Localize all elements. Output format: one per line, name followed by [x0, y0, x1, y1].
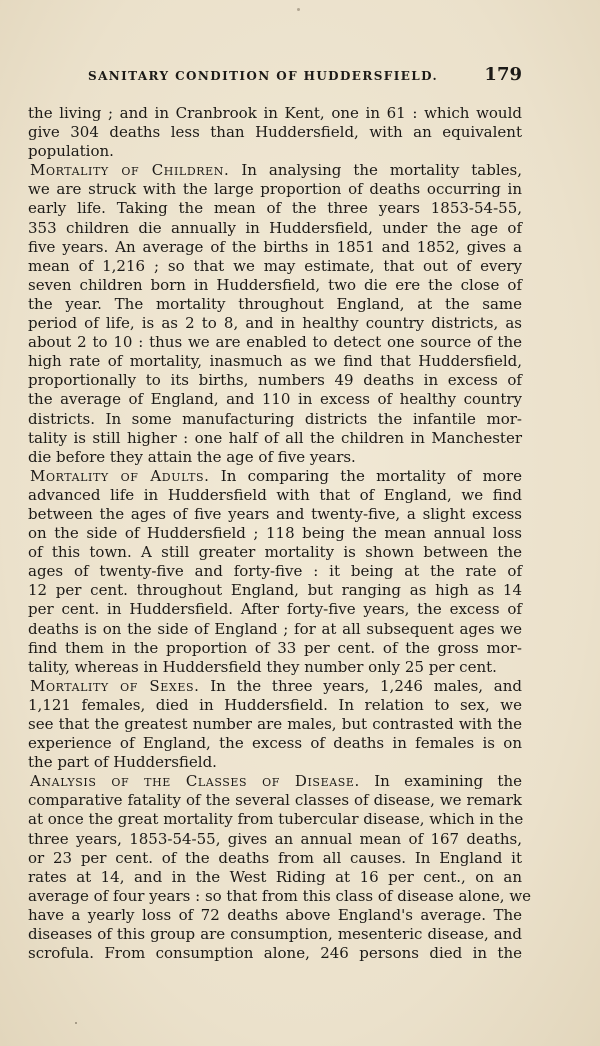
- text-line: see that the greatest number are males, but contrasted with the: [28, 715, 522, 733]
- text-line: tality is still higher : one half of all the children in Manchester: [28, 428, 522, 447]
- text-line: tality, whereas in Huddersfield they number only 25 per cent.: [28, 657, 497, 676]
- text-line: 353 children die annually in Huddersfield, under the age of: [28, 218, 522, 237]
- text-line: mean of 1,216 ; so that we may estimate, that out of every: [28, 256, 522, 275]
- text-line: experience of England, the excess of deaths in females is on: [28, 734, 522, 753]
- page-number: 179: [484, 64, 522, 85]
- text-line: or 23 per cent. of the deaths from all causes. In England it: [28, 848, 522, 867]
- text-line: about 2 to 10 : thus we are enabled to detect one source of the: [28, 333, 522, 352]
- paper-speck: [75, 1022, 77, 1024]
- text-line: the part of Huddersfield.: [28, 753, 217, 772]
- text-line: between the ages of five years and twenty-five, a slight excess: [28, 504, 522, 523]
- text-line: period of life, is as 2 to 8, and in healthy country districts, as: [28, 314, 522, 333]
- text-line: seven children born in Huddersfield, two die ere the close of: [28, 275, 522, 294]
- paragraph-first-line: [28, 467, 522, 486]
- text-line: ages of twenty-five and forty-five : it being at the rate of: [28, 562, 522, 581]
- section-heading: Mortality of Children.: [30, 161, 230, 180]
- section-heading: Analysis of the Classes of Disease.: [30, 772, 360, 791]
- text-line: average of four years : so that from this class of disease alone, we: [28, 886, 532, 905]
- text-line: advanced life in Huddersfield with that of England, we find: [28, 485, 522, 504]
- paper-speck: [297, 8, 300, 11]
- text-run: In analysing the mortality tables,: [229, 161, 522, 180]
- text-line: population.: [28, 142, 114, 161]
- body-text: [28, 104, 532, 963]
- text-line: at once the great mortality from tubercular disease, which in the: [28, 810, 524, 829]
- section-heading: Mortality of Sexes.: [30, 676, 200, 695]
- paragraph-first-line: [28, 677, 522, 696]
- text-line: rates at 14, and in the West Riding at 16 per cent., on an: [28, 867, 522, 886]
- text-line: die before they attain the age of five years.: [28, 447, 356, 466]
- text-line: proportionally to its births, numbers 49 deaths in excess of: [28, 371, 522, 390]
- text-line: per cent. in Huddersfield. After forty-five years, the excess of: [28, 600, 522, 619]
- text-line: the year. The mortality throughout England, at the same: [28, 294, 522, 313]
- text-line: three years, 1853-54-55, gives an annual mean of 167 deaths,: [28, 829, 522, 848]
- text-line: of this town. A still greater mortality is shown between the: [28, 543, 522, 562]
- text-line: the average of England, and 110 in excess of healthy country: [28, 390, 522, 409]
- text-line: districts. In some manufacturing districts the infantile mor-: [28, 409, 522, 428]
- text-line: diseases of this group are consumption, mesenteric disease, and: [28, 925, 522, 944]
- page-header: [30, 64, 522, 88]
- text-line: comparative fatality of the several classes of disease, we remark: [28, 791, 522, 810]
- text-line: scrofula. From consumption alone, 246 persons died in the: [28, 944, 522, 963]
- running-head: SANITARY CONDITION OF HUDDERSFIELD.: [88, 69, 439, 83]
- text-run: In comparing the mortality of more: [209, 466, 522, 485]
- text-line: 12 per cent. throughout England, but ranging as high as 14: [28, 581, 522, 600]
- text-line: five years. An average of the births in 1851 and 1852, gives a: [28, 237, 522, 256]
- text-line: early life. Taking the mean of the three years 1853-54-55,: [28, 199, 522, 218]
- text-line: give 304 deaths less than Huddersfield, with an equivalent: [28, 123, 522, 142]
- text-line: we are struck with the large proportion of deaths occurring in: [28, 180, 522, 199]
- text-line: have a yearly loss of 72 deaths above England's average. The: [28, 905, 522, 924]
- paragraph-first-line: [28, 772, 522, 791]
- text-line: the living ; and in Cranbrook in Kent, one in 61 : which would: [28, 104, 522, 122]
- text-line: 1,121 females, died in Huddersfield. In relation to sex, we: [28, 695, 522, 714]
- text-line: deaths is on the side of England ; for at all subsequent ages we: [28, 619, 522, 638]
- section-heading: Mortality of Adults.: [30, 466, 210, 485]
- text-run: In examining the: [359, 772, 522, 791]
- text-line: on the side of Huddersfield ; 118 being the mean annual loss: [28, 524, 522, 543]
- text-line: find them in the proportion of 33 per cent. of the gross mor-: [28, 638, 522, 657]
- text-line: high rate of mortality, inasmuch as we find that Huddersfield,: [28, 352, 522, 371]
- paragraph-first-line: [28, 161, 522, 180]
- text-run: In the three years, 1,246 males, and: [199, 676, 523, 695]
